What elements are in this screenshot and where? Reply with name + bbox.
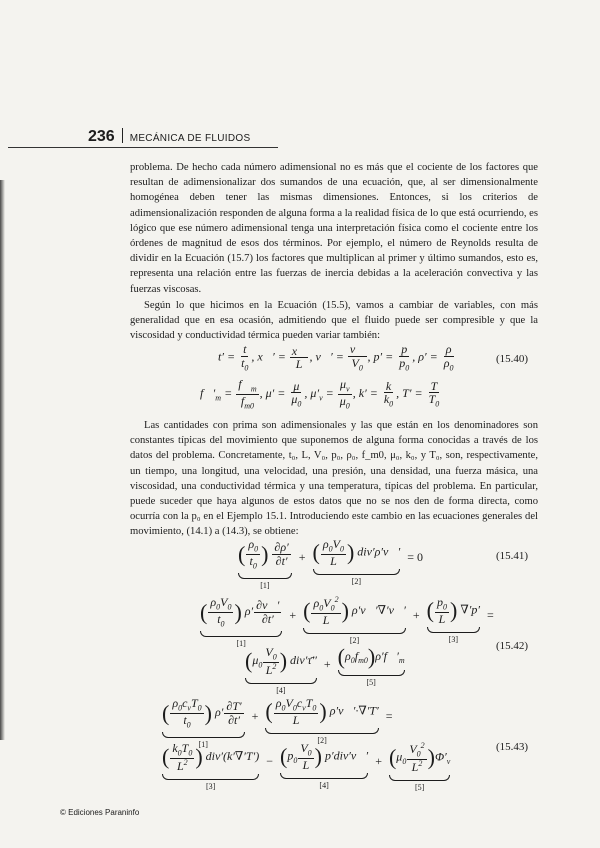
- paragraph-3-text: Las cantidades con prima son adimensionales y las que están en los denominadores son constantes típicas del movimiento que suponemos de alguna forma conocidas a través de los datos del problema. Concretamente, t₀, L, V₀, p₀, ρ₀, f_m0, μ₀, k₀, y T₀, son, respectivamente, un tiempo, una longitud, una velocidad, una presión, una densidad, una fuerza másica, una viscosidad, una conductividad térmica y una temperatura, típicas del problema. En particular, puede suceder que haya algunos de estos datos que no se nos den de forma directa, como ocurría con la p₀ en el Ejemplo 15.1. Introduciendo este cambio en las ecuaciones generales del movimiento, (14.1) a (14.3), se obtiene:: [130, 420, 538, 538]
- publisher-footer: © Ediciones Paraninfo: [60, 808, 140, 817]
- equation-15-40-line-1: t′ = $\frac{t}{t_0}$ , x⃗′ = $\frac{x⃗}{L}$ , v⃗′ = $\frac{v⃗}{V_0}$ , p′ = $\frac{p}{p_0}$ , ρ′ = $\frac{\rho}{\rho_0}$: [218, 342, 454, 372]
- paragraph-1-text: problema. De hecho cada número adimensional no es más que el cociente de los factores que resultan de adimensionalizar dos sumandos de una ecuación, que, al ser dimensionalmente homogénea deben tener las mismas dimensiones. Entonces, si los criterios de adimensionalización responden de alguna forma a la realidad física de lo que está ocurriendo, es lógico que ese número adimensional tenga una interpretación física como el cociente entre los órdenes de magnitud de esos dos términos. Por ejemplo, el número de Reynolds resulta de dividir en la Ecuación (15.7) los factores que multiplican al primer y último sumandos, esto es, representa una relación entre las fuerzas de inercia debidas a la aceleración convectiva y las fuerzas viscosas.: [130, 162, 538, 295]
- equation-15-40-line-2: $f⃗'_m$ = $\frac{f⃗_m}{f_{m0}}$ , μ′ = $\frac{\mu}{\mu_0}$ , $\mu'_v$ = $\frac{\mu_v}{\mu_0}$ , k′ = $\frac{k}{k_0}$ , T′ = $\frac{T}{T_0}$: [200, 377, 440, 411]
- equation-number-15-43: (15.43): [496, 741, 529, 753]
- equation-15-43-line-2: ( $\frac{k_0T_0}{L^2}$ ) div′(k′∇′T′) [3] − ($p_0$ $\frac{V_0}{L}$ ) p′div′v⃗′ [4] + ($\mu_0$ $\frac{V_0^2}{L^2}$ )$\Phi'_v$ [5]: [162, 741, 451, 793]
- equation-15-41: ( $\frac{\rho_0}{t_0}$ ) $\frac{\partial\rho'}{\partial t'}$ [1] + ( $\frac{\rho_0V_0}{L}$ ) div′ρ′v⃗′ [2] = 0: [238, 537, 424, 590]
- page-header: [88, 126, 250, 146]
- paragraph-1: [130, 160, 538, 297]
- page-edge-shadow: [0, 180, 5, 740]
- running-title: MECÁNICA DE FLUIDOS: [129, 133, 251, 144]
- paragraph-2: [130, 298, 538, 344]
- equation-number-15-40: (15.40): [496, 353, 529, 365]
- header-rule: [8, 147, 278, 148]
- term-1: ( $\frac{\rho_0}{t_0}$ ) $\frac{\partial\rho'}{\partial t'}$ [1]: [238, 538, 292, 590]
- equation-number-15-42: (15.42): [496, 640, 529, 652]
- equation-15-42-line-2: ($\mu_0$ $\frac{V_0}{L^2}$ ) div′τ̄′′ [4] + $(\rho_0f_{m0})\rho'f⃗'_m$ [5]: [245, 644, 405, 696]
- term-2: ( $\frac{\rho_0V_0}{L}$ ) div′ρ′v⃗′ [2]: [312, 537, 401, 587]
- paragraph-2-text: Según lo que hicimos en la Ecuación (15.5), vamos a cambiar de variables, con más generalidad que en esa ocasión, admitiendo que el fluido puede ser compresible y que la viscosidad y conductividad térmica pueden variar también:: [130, 300, 538, 342]
- equation-15-43-line-1: ( $\frac{\rho_0c_vT_0}{t_0}$ ) ρ′ $\frac{\partial T'}{\partial t'}$ [1] + ( $\frac{\rho_0V_0c_vT_0}{L}$ ) ρ′v⃗′·∇′T′ [2] =: [162, 696, 393, 749]
- equation-number-15-41: (15.41): [496, 550, 529, 562]
- page-number: 236: [88, 128, 115, 145]
- header-separator: [122, 128, 123, 143]
- paragraph-3: [130, 418, 538, 540]
- equation-15-42-line-1: ( $\frac{\rho_0V_0}{t_0}$ ) ρ′ $\frac{\partial v⃗'}{\partial t'}$ [1] + ( $\frac{\rho_0V_0^2}{L}$ ) ρ′v⃗′∇′v⃗′ [2] + ( $\frac{p_0}{L}$ ) ∇′p′ [3] =: [200, 595, 494, 648]
